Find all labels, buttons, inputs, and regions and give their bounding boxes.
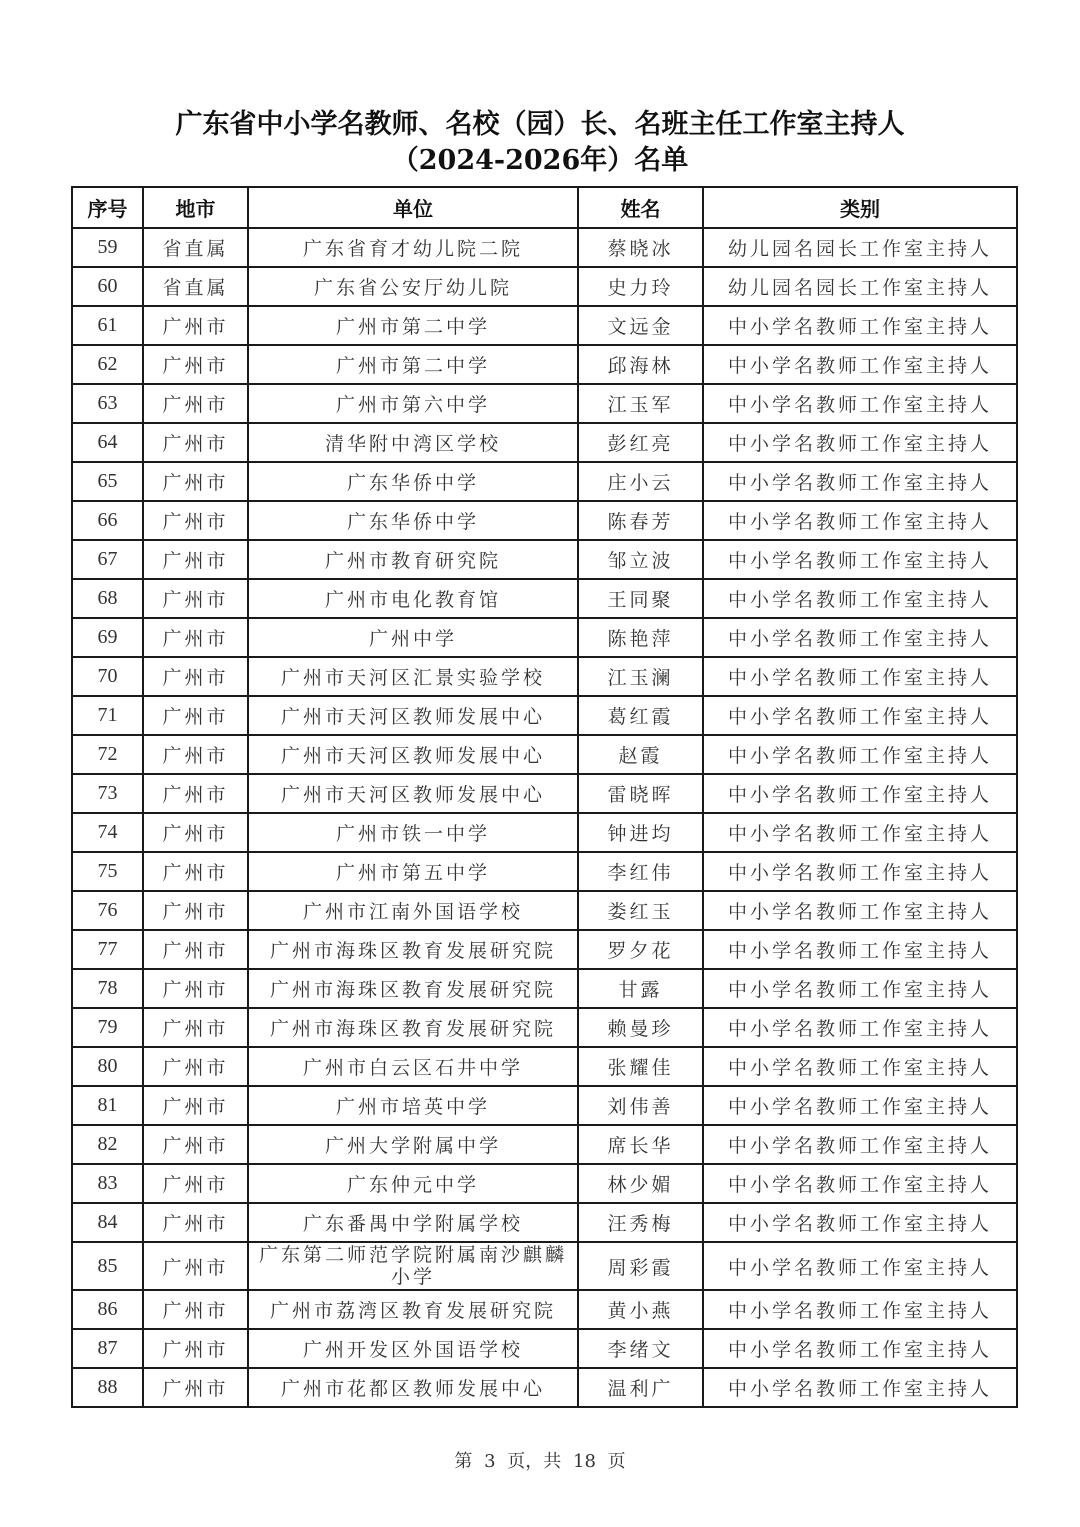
table-row [72,852,1017,891]
cell-city: 广州市 [143,423,248,462]
cell-unit: 广州市白云区石井中学 [248,1047,578,1086]
cell-name: 江玉军 [578,384,703,423]
document-title: 广东省中小学名教师、名校（园）长、名班主任工作室主持人 [175,109,905,140]
cell-unit: 广东华侨中学 [248,501,578,540]
table-row [72,540,1017,579]
cell-category: 中小学名教师工作室主持人 [703,852,1017,891]
cell-serial-no: 84 [72,1203,143,1242]
cell-category: 中小学名教师工作室主持人 [703,891,1017,930]
cell-city: 广州市 [143,1008,248,1047]
cell-unit: 广州市第二中学 [248,345,578,384]
cell-category: 中小学名教师工作室主持人 [703,1008,1017,1047]
cell-category: 中小学名教师工作室主持人 [703,930,1017,969]
cell-serial-no: 60 [72,267,143,306]
cell-unit: 广东番禺中学附属学校 [248,1203,578,1242]
cell-unit: 广东第二师范学院附属南沙麒麟小学 [248,1242,578,1290]
cell-name: 庄小云 [578,462,703,501]
cell-name: 蔡晓冰 [578,228,703,267]
cell-serial-no: 74 [72,813,143,852]
table-row [72,423,1017,462]
cell-city: 广州市 [143,1242,248,1290]
table-row [72,657,1017,696]
table-row [72,969,1017,1008]
cell-unit: 广州市花都区教师发展中心 [248,1368,578,1407]
cell-name: 温利广 [578,1368,703,1407]
cell-name: 彭红亮 [578,423,703,462]
table-row [72,1164,1017,1203]
cell-category: 中小学名教师工作室主持人 [703,1125,1017,1164]
cell-unit: 广州市天河区教师发展中心 [248,774,578,813]
table-row [72,891,1017,930]
cell-city: 省直属 [143,267,248,306]
cell-serial-no: 68 [72,579,143,618]
cell-category: 中小学名教师工作室主持人 [703,813,1017,852]
cell-category: 中小学名教师工作室主持人 [703,462,1017,501]
cell-category: 中小学名教师工作室主持人 [703,345,1017,384]
roster-table [71,186,1018,1408]
cell-category: 中小学名教师工作室主持人 [703,735,1017,774]
cell-unit: 广州中学 [248,618,578,657]
cell-serial-no: 86 [72,1290,143,1329]
table-row [72,345,1017,384]
cell-unit: 广东省公安厅幼儿院 [248,267,578,306]
cell-city: 广州市 [143,735,248,774]
cell-name: 李绪文 [578,1329,703,1368]
cell-name: 王同聚 [578,579,703,618]
cell-unit: 广州市海珠区教育发展研究院 [248,1008,578,1047]
cell-name: 张耀佳 [578,1047,703,1086]
table-row [72,501,1017,540]
cell-category: 中小学名教师工作室主持人 [703,1329,1017,1368]
cell-unit: 广州市第五中学 [248,852,578,891]
cell-category: 中小学名教师工作室主持人 [703,1368,1017,1407]
table-row [72,1203,1017,1242]
cell-city: 广州市 [143,1290,248,1329]
cell-name: 文远金 [578,306,703,345]
cell-city: 广州市 [143,306,248,345]
cell-category: 中小学名教师工作室主持人 [703,1164,1017,1203]
cell-unit: 广东华侨中学 [248,462,578,501]
table-row [72,1368,1017,1407]
cell-serial-no: 66 [72,501,143,540]
cell-name: 陈艳萍 [578,618,703,657]
cell-serial-no: 79 [72,1008,143,1047]
cell-name: 罗夕花 [578,930,703,969]
cell-category: 幼儿园名园长工作室主持人 [703,228,1017,267]
cell-serial-no: 69 [72,618,143,657]
cell-city: 广州市 [143,1047,248,1086]
cell-city: 广州市 [143,1125,248,1164]
cell-serial-no: 67 [72,540,143,579]
cell-unit: 广州市教育研究院 [248,540,578,579]
cell-unit: 广州开发区外国语学校 [248,1329,578,1368]
table-row [72,579,1017,618]
cell-name: 刘伟善 [578,1086,703,1125]
cell-name: 葛红霞 [578,696,703,735]
cell-city: 广州市 [143,501,248,540]
cell-category: 中小学名教师工作室主持人 [703,1203,1017,1242]
cell-city: 广州市 [143,579,248,618]
cell-serial-no: 80 [72,1047,143,1086]
cell-serial-no: 77 [72,930,143,969]
cell-unit: 广州市天河区汇景实验学校 [248,657,578,696]
table-body [72,228,1017,1407]
cell-city: 广州市 [143,696,248,735]
cell-city: 广州市 [143,774,248,813]
cell-category: 中小学名教师工作室主持人 [703,969,1017,1008]
cell-name: 周彩霞 [578,1242,703,1290]
cell-serial-no: 76 [72,891,143,930]
cell-city: 广州市 [143,813,248,852]
cell-city: 广州市 [143,657,248,696]
cell-unit: 清华附中湾区学校 [248,423,578,462]
cell-category: 中小学名教师工作室主持人 [703,384,1017,423]
cell-city: 广州市 [143,930,248,969]
table-row [72,696,1017,735]
cell-serial-no: 64 [72,423,143,462]
cell-category: 中小学名教师工作室主持人 [703,306,1017,345]
cell-name: 林少媚 [578,1164,703,1203]
table-row [72,618,1017,657]
cell-name: 陈春芳 [578,501,703,540]
table-row [72,306,1017,345]
header-category: 类别 [703,187,1017,228]
cell-unit: 广州市江南外国语学校 [248,891,578,930]
table-row [72,1125,1017,1164]
cell-serial-no: 81 [72,1086,143,1125]
cell-name: 邹立波 [578,540,703,579]
header-unit: 单位 [248,187,578,228]
table-row [72,228,1017,267]
cell-category: 中小学名教师工作室主持人 [703,540,1017,579]
cell-unit: 广州市天河区教师发展中心 [248,696,578,735]
cell-serial-no: 59 [72,228,143,267]
cell-serial-no: 82 [72,1125,143,1164]
cell-unit: 广州市第二中学 [248,306,578,345]
cell-category: 中小学名教师工作室主持人 [703,774,1017,813]
cell-serial-no: 70 [72,657,143,696]
cell-serial-no: 73 [72,774,143,813]
cell-unit: 广东仲元中学 [248,1164,578,1203]
table-row [72,1047,1017,1086]
header-serial-no: 序号 [72,187,143,228]
table-row [72,930,1017,969]
cell-category: 中小学名教师工作室主持人 [703,1290,1017,1329]
cell-city: 广州市 [143,618,248,657]
cell-city: 广州市 [143,345,248,384]
table-header-row [72,187,1017,228]
cell-city: 广州市 [143,384,248,423]
document-subtitle: （2024-2026年）名单 [391,145,689,176]
table-row [72,1008,1017,1047]
cell-name: 钟进均 [578,813,703,852]
cell-serial-no: 83 [72,1164,143,1203]
cell-unit: 广州市第六中学 [248,384,578,423]
cell-category: 中小学名教师工作室主持人 [703,501,1017,540]
cell-city: 广州市 [143,891,248,930]
cell-serial-no: 71 [72,696,143,735]
cell-name: 黄小燕 [578,1290,703,1329]
cell-category: 中小学名教师工作室主持人 [703,618,1017,657]
cell-name: 史力玲 [578,267,703,306]
cell-name: 邱海林 [578,345,703,384]
cell-serial-no: 88 [72,1368,143,1407]
cell-city: 广州市 [143,852,248,891]
cell-serial-no: 87 [72,1329,143,1368]
cell-category: 中小学名教师工作室主持人 [703,696,1017,735]
cell-city: 广州市 [143,969,248,1008]
cell-category: 中小学名教师工作室主持人 [703,657,1017,696]
table-row [72,1242,1017,1290]
cell-name: 赖曼珍 [578,1008,703,1047]
cell-name: 席长华 [578,1125,703,1164]
cell-city: 广州市 [143,1086,248,1125]
cell-unit: 广州市天河区教师发展中心 [248,735,578,774]
cell-unit: 广州市铁一中学 [248,813,578,852]
cell-name: 赵霞 [578,735,703,774]
cell-unit: 广州大学附属中学 [248,1125,578,1164]
table-row [72,1086,1017,1125]
cell-name: 汪秀梅 [578,1203,703,1242]
table-row [72,384,1017,423]
cell-unit: 广州市培英中学 [248,1086,578,1125]
cell-city: 广州市 [143,1164,248,1203]
cell-name: 娄红玉 [578,891,703,930]
header-name: 姓名 [578,187,703,228]
table-row [72,1329,1017,1368]
page-number: 第 3 页，共 18 页 [454,1451,626,1472]
cell-serial-no: 65 [72,462,143,501]
cell-category: 中小学名教师工作室主持人 [703,579,1017,618]
cell-category: 幼儿园名园长工作室主持人 [703,267,1017,306]
table-row [72,1290,1017,1329]
table-row [72,462,1017,501]
cell-name: 雷晓晖 [578,774,703,813]
cell-unit: 广州市海珠区教育发展研究院 [248,930,578,969]
cell-city: 广州市 [143,1329,248,1368]
table-row [72,735,1017,774]
cell-unit: 广东省育才幼儿院二院 [248,228,578,267]
table-row [72,813,1017,852]
table-row [72,774,1017,813]
cell-serial-no: 78 [72,969,143,1008]
cell-serial-no: 85 [72,1242,143,1290]
cell-city: 广州市 [143,1203,248,1242]
cell-serial-no: 63 [72,384,143,423]
cell-city: 广州市 [143,540,248,579]
cell-serial-no: 75 [72,852,143,891]
cell-city: 广州市 [143,462,248,501]
cell-unit: 广州市荔湾区教育发展研究院 [248,1290,578,1329]
cell-category: 中小学名教师工作室主持人 [703,423,1017,462]
cell-name: 甘露 [578,969,703,1008]
cell-name: 江玉澜 [578,657,703,696]
cell-serial-no: 72 [72,735,143,774]
cell-serial-no: 62 [72,345,143,384]
cell-name: 李红伟 [578,852,703,891]
cell-category: 中小学名教师工作室主持人 [703,1047,1017,1086]
header-city: 地市 [143,187,248,228]
cell-city: 广州市 [143,1368,248,1407]
cell-category: 中小学名教师工作室主持人 [703,1242,1017,1290]
cell-serial-no: 61 [72,306,143,345]
cell-city: 省直属 [143,228,248,267]
cell-unit: 广州市海珠区教育发展研究院 [248,969,578,1008]
table-row [72,267,1017,306]
cell-unit: 广州市电化教育馆 [248,579,578,618]
cell-category: 中小学名教师工作室主持人 [703,1086,1017,1125]
